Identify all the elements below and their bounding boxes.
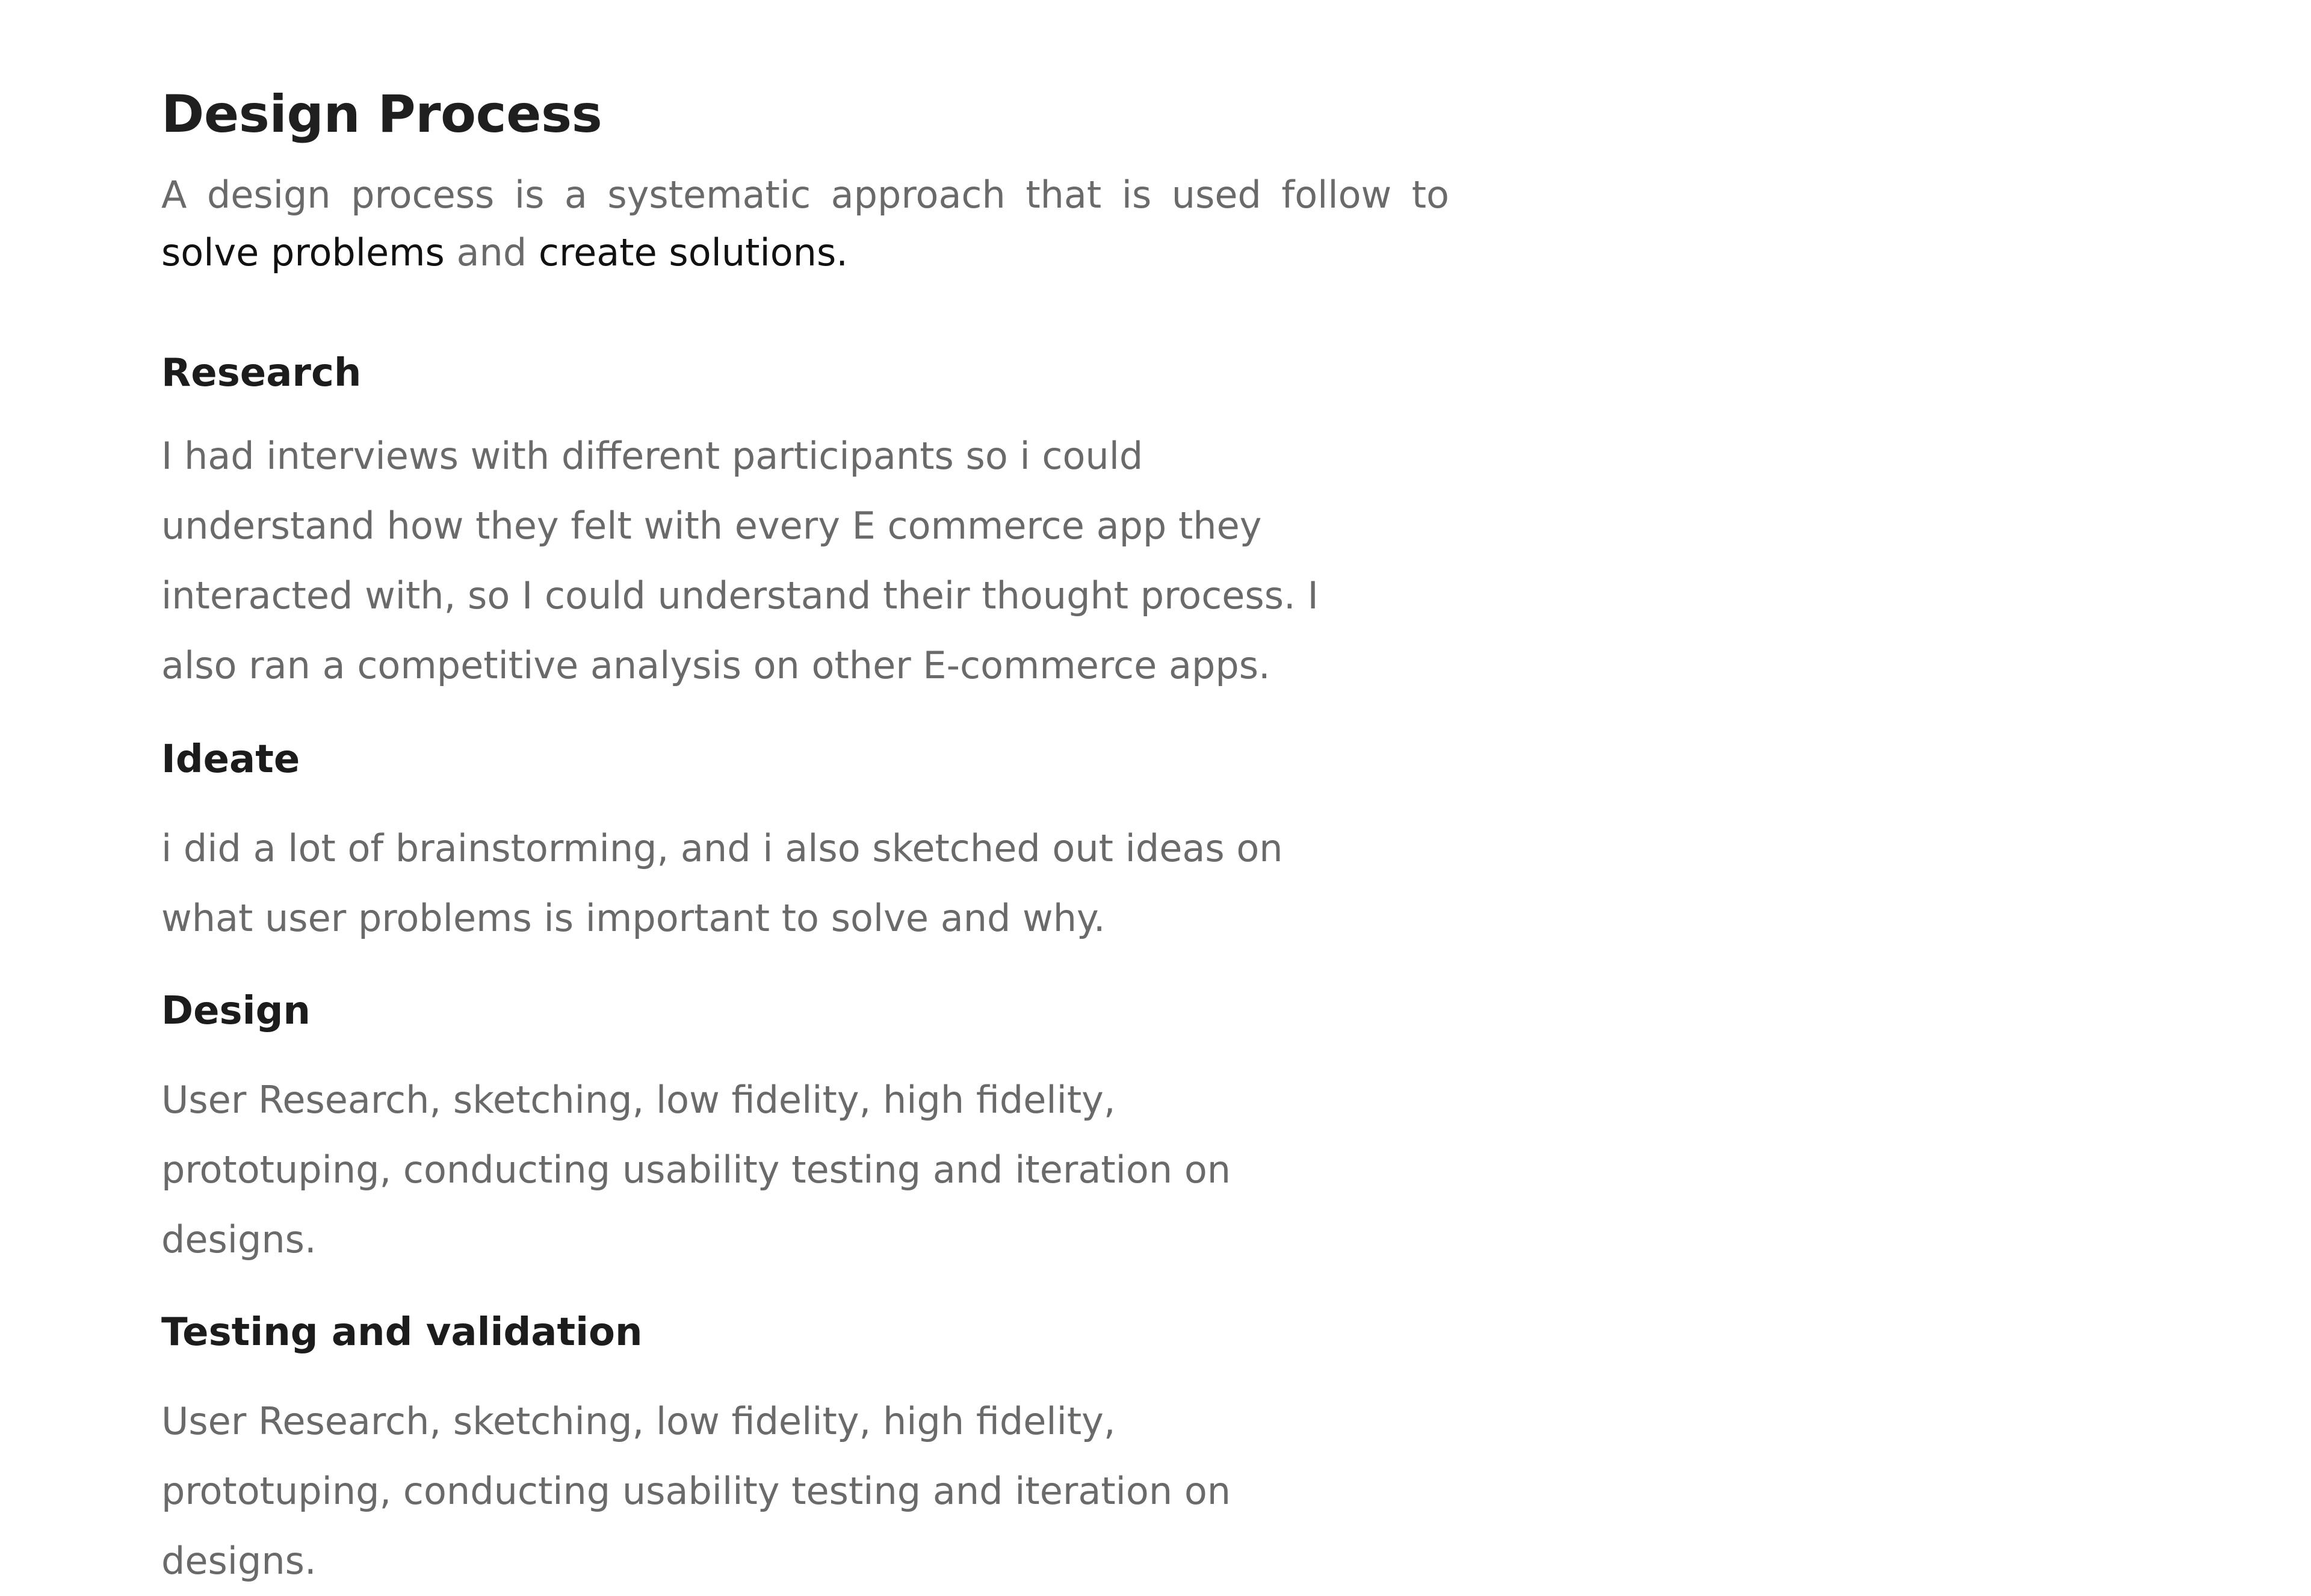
- section-title-design: Design: [161, 989, 311, 1033]
- design-process-container: [161, 78, 1449, 1596]
- section-title-research: Research: [161, 351, 362, 395]
- intro-text-part1: A design process is a systematic approach that is used follow to: [161, 173, 1449, 217]
- intro-text-part2: and: [444, 230, 539, 274]
- section-testing-and-validation: [161, 1308, 1449, 1596]
- section-ideate: [161, 735, 1449, 953]
- section-body-design: User Research, sketching, low fidelity, high fidelity, prototuping, conducting usability testing and iteration on designs.: [161, 1078, 1231, 1261]
- section-body-research: I had interviews with different participants so i could understand how they felt with every E commerce app they interacted with, so I could understand their thought process. I also ran a competitive analysis on other E-commerce apps.: [161, 434, 1319, 687]
- section-body-testing-and-validation: User Research, sketching, low fidelity, high fidelity, prototuping, conducting usability testing and iteration on designs.: [161, 1399, 1231, 1583]
- section-body-ideate: i did a lot of brainstorming, and i also sketched out ideas on what user problems is important to solve and why.: [161, 826, 1283, 940]
- page-title: Design Process: [161, 84, 602, 144]
- section-design: [161, 987, 1449, 1275]
- intro-paragraph: [161, 166, 1449, 282]
- intro-emphasis-create-solutions: create solutions.: [538, 230, 848, 274]
- section-title-ideate: Ideate: [161, 737, 300, 782]
- section-research: [161, 349, 1449, 701]
- section-title-testing-and-validation: Testing and validation: [161, 1310, 643, 1355]
- intro-emphasis-solve-problems: solve problems: [161, 230, 445, 274]
